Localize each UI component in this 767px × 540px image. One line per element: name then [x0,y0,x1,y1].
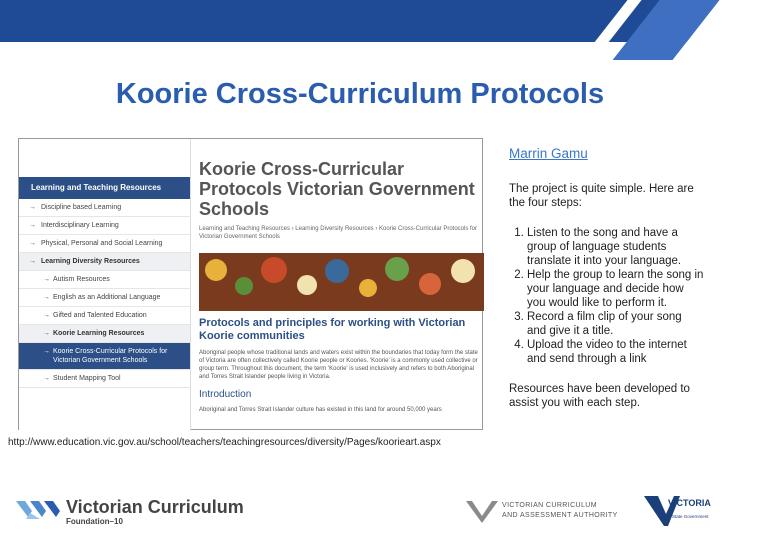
aboriginal-artwork-banner [199,253,484,311]
thumb-sidebar-item: → Discipline based Learning [19,199,190,217]
vc-title: Victorian Curriculum [66,497,244,517]
steps-list [509,226,704,366]
vcaa-line1: VICTORIAN CURRICULUM [502,502,597,509]
thumb-sidebar-subitem: → English as an Additional Language [19,289,190,307]
step-item: 4. Upload the video to the internet and send through a link [527,338,704,366]
thumb-sidebar-subitem: → Student Mapping Tool [19,370,190,388]
webpage-screenshot [18,138,483,430]
thumb-main [199,139,484,431]
state-government-label: State Government [672,514,709,519]
step-item: 2. Help the group to learn the song in your language and decide how you would like to perform it. [527,268,704,310]
victorian-curriculum-logo [16,497,256,527]
top-banner [0,0,720,42]
thumb-subheading: Protocols and principles for working with Victorian Koorie communities [199,317,466,342]
source-url[interactable]: http://www.education.vic.gov.au/school/teachers/teachingresources/diversity/Pages/koorieart.aspx [8,437,441,448]
thumb-sidebar-header: Learning and Teaching Resources [19,177,190,199]
thumb-sidebar-item: → Physical, Personal and Social Learning [19,235,190,253]
thumb-sidebar-section: → Koorie Learning Resources [19,325,190,343]
outro-text: Resources have been developed to assist you with each step. [509,383,690,409]
thumb-section-text: Aboriginal and Torres Strait Islander culture has existed in this land for around 50,000 years [199,407,442,413]
step-item: 1. Listen to the song and have a group of language students translate it into your language. [527,226,704,268]
marrin-gamu-link[interactable]: Marrin Gamu [509,146,588,161]
instructions-panel [509,147,704,410]
vcaa-check-icon [466,497,498,525]
vcaa-logo [466,497,636,527]
victoria-wordmark: VICTORIA [668,498,711,508]
vcaa-line2: AND ASSESSMENT AUTHORITY [502,512,618,519]
intro-text: The project is quite simple. Here are the four steps: [509,183,694,209]
thumb-sidebar [19,139,191,431]
victoria-state-government-logo [644,494,711,528]
thumb-sidebar-section: → Learning Diversity Resources [19,253,190,271]
victoria-logo-icon [644,494,711,528]
slide-title: Koorie Cross-Curriculum Protocols [115,78,605,110]
thumb-section-title: Introduction [199,389,252,400]
thumb-sidebar-item: → Interdisciplinary Learning [19,217,190,235]
thumb-sidebar-subitem: → Gifted and Talented Education [19,307,190,325]
thumb-sidebar-subitem: → Autism Resources [19,271,190,289]
vc-subtitle: Foundation–10 [66,517,123,526]
thumb-heading: Koorie Cross-Curricular Protocols Victorian Government Schools [199,159,475,219]
vc-chevron-icon [16,499,60,521]
thumb-breadcrumb: Learning and Teaching Resources › Learning Diversity Resources › Koorie Cross-Curricular Protocols for Victorian Government Schools [199,226,478,240]
thumb-sidebar-active-item: → Koorie Cross-Curricular Protocols for Victorian Government Schools [19,343,190,370]
thumb-paragraph: Aboriginal people whose traditional lands and waters exist within the boundaries that today form the state of Victoria are often collectively called Koorie people or Koories. 'Koorie' is a commonly used collective or group term. Throughout this document, the term 'Koorie' is used inclusively and refers to both Aboriginal and Torres Strait Islander people living in Victoria. [199,350,478,380]
step-item: 3. Record a film clip of your song and give it a title. [527,310,704,338]
